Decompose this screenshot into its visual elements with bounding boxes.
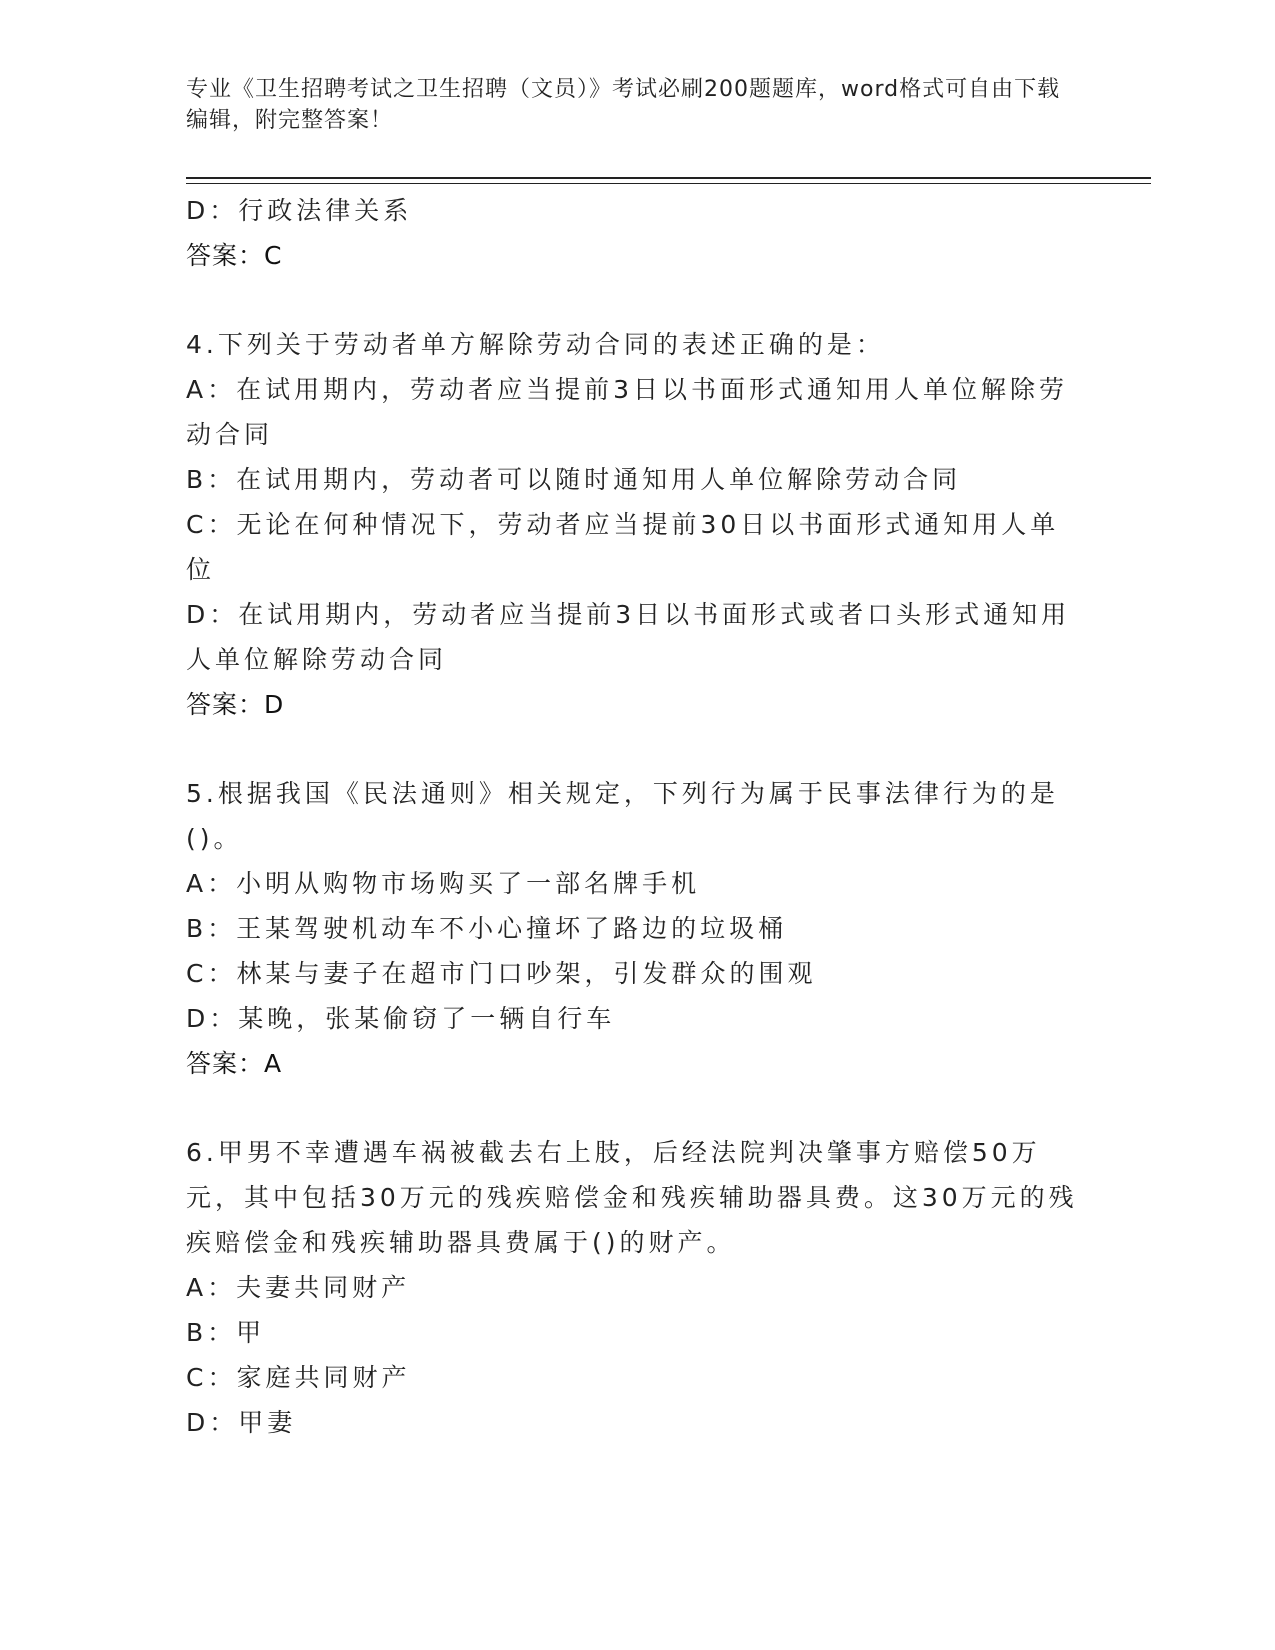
answer-label: 答案：A (186, 1049, 283, 1078)
option-b: B：甲 (186, 1318, 266, 1347)
option-d: D：在试用期内，劳动者应当提前3日以书面形式或者口头形式通知用人单位解除劳动合同 (186, 600, 1071, 674)
option-d: D：行政法律关系 (186, 196, 413, 225)
question-block-5 (186, 771, 1086, 1086)
option-d: D：甲妻 (186, 1408, 297, 1437)
header-divider (186, 177, 1151, 179)
answer-label: 答案：C (186, 241, 283, 270)
spacer (186, 1086, 1086, 1130)
question-stem: 4.下列关于劳动者单方解除劳动合同的表述正确的是： (186, 330, 885, 359)
question-stem: 6.甲男不幸遭遇车祸被截去右上肢，后经法院判决肇事方赔偿50万元，其中包括30万元的残疾赔偿金和残疾辅助器具费。这30万元的残疾赔偿金和残疾辅助器具费属于()的财产。 (186, 1138, 1078, 1257)
option-a: A：夫妻共同财产 (186, 1273, 411, 1302)
question-stem: 5.根据我国《民法通则》相关规定，下列行为属于民事法律行为的是()。 (186, 779, 1059, 853)
spacer (186, 727, 1086, 771)
question-block-6 (186, 1130, 1086, 1445)
option-c: C：林某与妻子在超市门口吵架，引发群众的围观 (186, 959, 817, 988)
option-b: B：在试用期内，劳动者可以随时通知用人单位解除劳动合同 (186, 465, 962, 494)
header-divider-thin (186, 183, 1151, 184)
spacer (186, 278, 1086, 322)
option-a: A：小明从购物市场购买了一部名牌手机 (186, 869, 701, 898)
option-d: D：某晚，张某偷窃了一辆自行车 (186, 1004, 616, 1033)
option-a: A：在试用期内，劳动者应当提前3日以书面形式通知用人单位解除劳动合同 (186, 375, 1069, 449)
answer-label: 答案：D (186, 690, 285, 719)
document-header: 专业《卫生招聘考试之卫生招聘（文员）》考试必刷200题题库，word格式可自由下载编辑，附完整答案！ (186, 77, 1061, 133)
option-b: B：王某驾驶机动车不小心撞坏了路边的垃圾桶 (186, 914, 788, 943)
option-c: C：家庭共同财产 (186, 1363, 411, 1392)
option-c: C：无论在何种情况下，劳动者应当提前30日以书面形式通知用人单位 (186, 510, 1060, 584)
question-block-4 (186, 322, 1086, 727)
question-content (186, 188, 1086, 1445)
